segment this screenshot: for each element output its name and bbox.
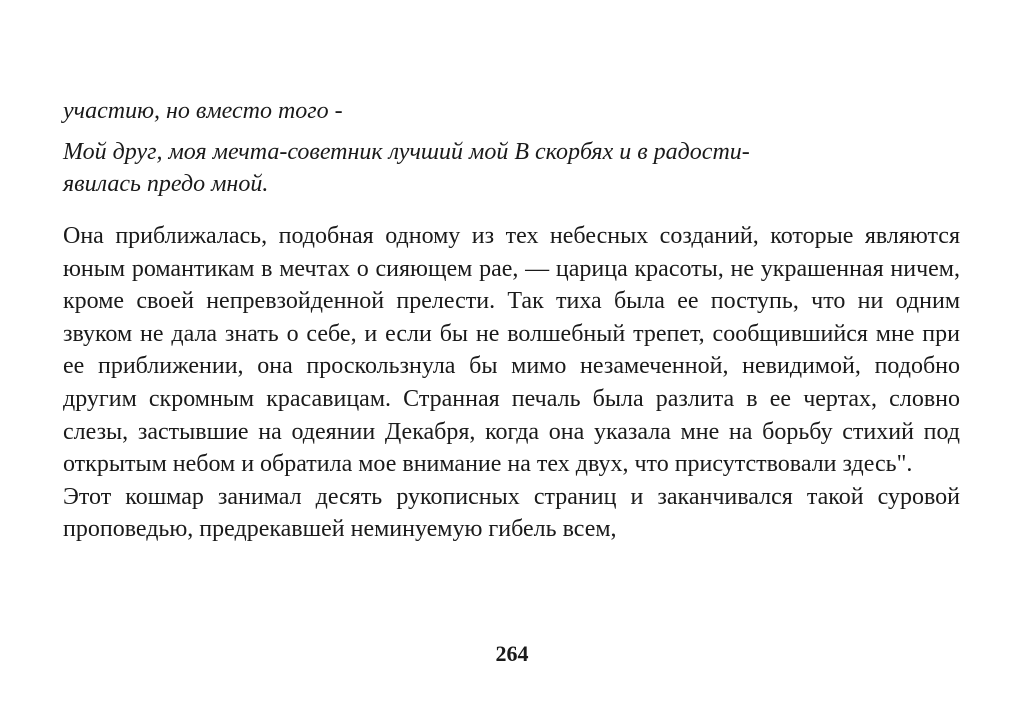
verse-block — [63, 136, 960, 200]
verse-line-3: явилась предо мной. — [63, 171, 269, 197]
prose-paragraph-2: Этот кошмар занимал десять рукописных страниц и заканчивался такой суровой проповедью, предрекавшей неминуемую гибель всем, — [63, 483, 960, 543]
verse-line-2: Мой друг, моя мечта-советник лучший мой В скорбях и в радости- — [63, 139, 750, 165]
prose-paragraph-1: Она приближалась, подобная одному из тех небесных созданий, которые являются юным романтикам в мечтах о сияющем рае, — царица красоты, не украшенная ничем, кроме своей непревзойденной прелести. Так тиха была ее поступь, что ни одним звуком не дала знать о себе, и если бы не волшебный трепет, сообщившийся мне при ее приближении, она проскользнула бы мимо незамеченной, невидимой, подобно другим скромным красавицам. Странная печаль была разлита в ее чертах, словно слезы, застывшие на одеянии Декабря, когда она указала мне на борьбу стихий под открытым небом и обратила мое внимание на тех двух, что присутствовали здесь". — [63, 223, 960, 478]
prose-body — [63, 220, 960, 546]
page-number: 264 — [495, 641, 529, 666]
verse-line-1: участию, но вместо того - — [63, 98, 343, 124]
page-content — [63, 96, 960, 546]
